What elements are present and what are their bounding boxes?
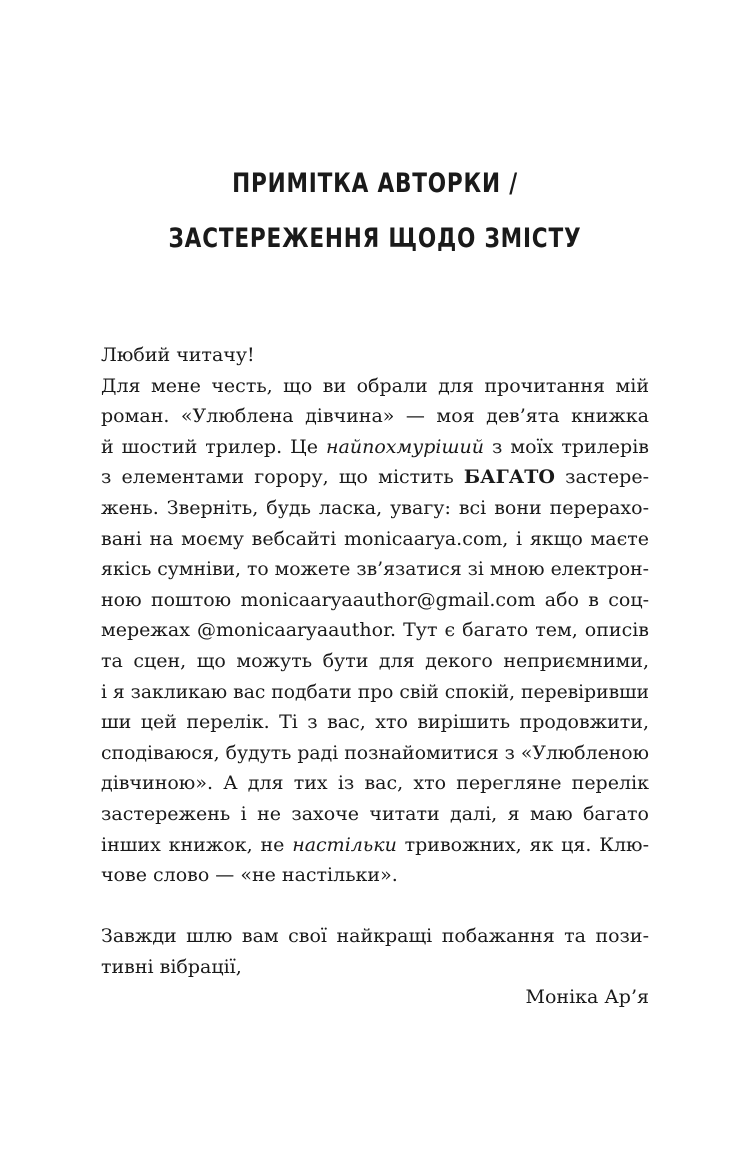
text-run: й шостий трилер. Це: [101, 435, 326, 458]
text-run: інших книжок, не: [101, 833, 293, 856]
author-signature: Моніка Ар’я: [525, 986, 649, 1009]
bold-emphasis: БАГАТО: [463, 466, 555, 489]
italic-emphasis: настільки: [292, 833, 397, 856]
paragraph-line: тивні вібрації,: [101, 955, 242, 978]
text-run: з елементами горору, що містить: [101, 466, 464, 489]
text-run: з моїх трилерів: [483, 435, 649, 458]
paragraph-line: [101, 462, 649, 493]
paragraph-line: вані на моєму вебсайті monicaarya.com, і якщо маєте: [101, 527, 649, 550]
text-run: застере-: [554, 466, 650, 489]
paragraph-line: дівчиною». А для тих із вас, хто перегляне перелік: [101, 772, 649, 795]
note-body: [101, 340, 649, 1013]
paragraph-line: Для мене честь, що ви обрали для прочитання мій: [101, 374, 649, 397]
paragraph-line: роман. «Улюблена дівчина» — моя дев’ята книжка: [101, 405, 649, 428]
paragraph-line: мережах @monicaaryaauthor. Тут є багато тем, описів: [101, 619, 649, 642]
paragraph-line: [101, 432, 649, 463]
text-run: тривожних, як ця. Клю-: [396, 833, 649, 856]
paragraph-line: чове слово — «не настільки».: [101, 864, 398, 887]
paragraph-line: жень. Зверніть, будь ласка, увагу: всі вони перерахо-: [101, 496, 649, 519]
paragraph-line: ною поштою monicaaryaauthor@gmail.com або в соц-: [101, 588, 649, 611]
paragraph-gap: [101, 891, 649, 922]
page-title-line-1: ПРИМІТКА АВТОРКИ /: [232, 168, 518, 199]
paragraph-line: сподіваюся, будуть раді познайомитися з «Улюбленою: [101, 741, 650, 764]
greeting: Любий читачу!: [101, 344, 255, 366]
paragraph-line: і я закликаю вас подбати про свій спокій, перевіривши: [101, 680, 650, 703]
paragraph-line: застережень і не захоче читати далі, я маю багато: [101, 802, 649, 825]
page-title-line-2: ЗАСТЕРЕЖЕННЯ ЩОДО ЗМІСТУ: [168, 223, 582, 254]
paragraph-line: ши цей перелік. Ті з вас, хто вирішить продовжити,: [101, 711, 649, 734]
italic-emphasis: найпохмуріший: [326, 435, 484, 458]
paragraph-line: та сцен, що можуть бути для декого неприємними,: [101, 649, 649, 672]
paragraph-line: [101, 830, 649, 861]
paragraph-line: якісь сумніви, то можете зв’язатися зі мною електрон-: [101, 558, 650, 581]
paragraph-line: Завжди шлю вам свої найкращі побажання та пози-: [101, 925, 649, 948]
